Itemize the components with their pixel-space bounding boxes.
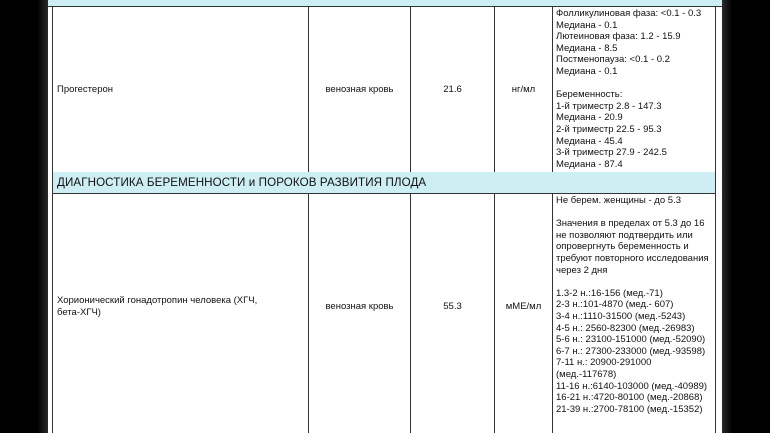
unit-cell [494, 193, 552, 433]
reference-line: 2-й триместр 22.5 - 95.3 [556, 123, 662, 135]
reference-range [556, 8, 713, 170]
result-cell [410, 193, 494, 433]
reference-line: Медиана - 45.4 [556, 135, 623, 147]
unit-cell [494, 6, 552, 172]
reference-line: 11-16 н.:6140-103000 (мед.-40989) [556, 380, 708, 392]
reference-line: Не берем. женщины - до 5.3 [556, 195, 681, 206]
reference-line: через 2 дня [556, 264, 608, 276]
reference-line: Медиана - 0.1 [556, 19, 618, 31]
reference-line: Значения в пределах от 5.3 до 16 [556, 218, 705, 230]
result-value: 55.3 [443, 301, 462, 312]
reference-line: требуют повторного исследования [556, 252, 709, 264]
results-sheet [48, 0, 722, 433]
reference-line: Фолликулиновая фаза: <0.1 - 0.3 [556, 8, 702, 19]
reference-line: 1-й триместр 2.8 - 147.3 [556, 100, 662, 112]
reference-line: Медиана - 20.9 [556, 112, 623, 124]
reference-line: 1.3-2 н.:16-156 (мед.-71) [556, 287, 663, 299]
specimen: венозная кровь [325, 301, 394, 312]
specimen-cell [308, 193, 410, 433]
reference-range [556, 195, 713, 415]
reference-cell [552, 193, 716, 433]
result-unit: нг/мл [511, 84, 536, 95]
section-header [52, 172, 716, 193]
test-name-line: бета-ХГЧ) [57, 306, 101, 318]
reference-line: Медиана - 8.5 [556, 42, 618, 54]
left-dark-margin [0, 0, 48, 433]
reference-line: 3-4 н.:1110-31500 (мед.-5243) [556, 310, 686, 322]
test-name-cell [52, 6, 308, 172]
result-cell [410, 6, 494, 172]
reference-line: (мед.-117678) [556, 368, 617, 380]
reference-line: Медиана - 87.4 [556, 158, 623, 170]
reference-line: не позволяют подтвердить или [556, 229, 693, 241]
reference-line: 16-21 н.:4720-80100 (мед.-20868) [556, 392, 703, 404]
reference-line: Лютеиновая фаза: 1.2 - 15.9 [556, 31, 681, 43]
right-dark-margin [722, 0, 770, 433]
reference-cell [552, 6, 716, 172]
section-title: ДИАГНОСТИКА БЕРЕМЕННОСТИ и ПОРОКОВ РАЗВИТИЯ ПЛОДА [57, 176, 427, 189]
table-row [48, 193, 722, 433]
reference-line: 21-39 н.:2700-78100 (мед.-15352) [556, 403, 703, 415]
reference-line: 4-5 н.: 2560-82300 (мед.-26983) [556, 322, 695, 334]
reference-line: Постменопауза: <0.1 - 0.2 [556, 54, 670, 66]
reference-line: опровергнуть беременность и [556, 241, 689, 253]
reference-line: 3-й триместр 27.9 - 242.5 [556, 147, 667, 159]
reference-line: Медиана - 0.1 [556, 65, 618, 77]
reference-spacer [556, 207, 713, 219]
table-row [48, 6, 722, 172]
specimen-cell [308, 6, 410, 172]
reference-line: 5-6 н.: 23100-151000 (мед.-52090) [556, 334, 706, 346]
reference-spacer [556, 78, 713, 90]
reference-line: 2-3 н.:101-4870 (мед.- 607) [556, 299, 674, 311]
test-name-cell [52, 193, 308, 433]
test-name: Прогестерон [57, 84, 114, 95]
reference-spacer [556, 276, 713, 288]
reference-line: 7-11 н.: 20900-291000 [556, 357, 652, 369]
result-unit: мМЕ/мл [505, 301, 542, 312]
reference-line: 6-7 н.: 27300-233000 (мед.-93598) [556, 345, 706, 357]
reference-line: Беременность: [556, 89, 623, 101]
specimen: венозная кровь [325, 84, 394, 95]
test-name [57, 295, 257, 318]
result-value: 21.6 [443, 84, 462, 95]
test-name-line: Хорионический гонадотропин человека (ХГЧ, [57, 295, 258, 306]
